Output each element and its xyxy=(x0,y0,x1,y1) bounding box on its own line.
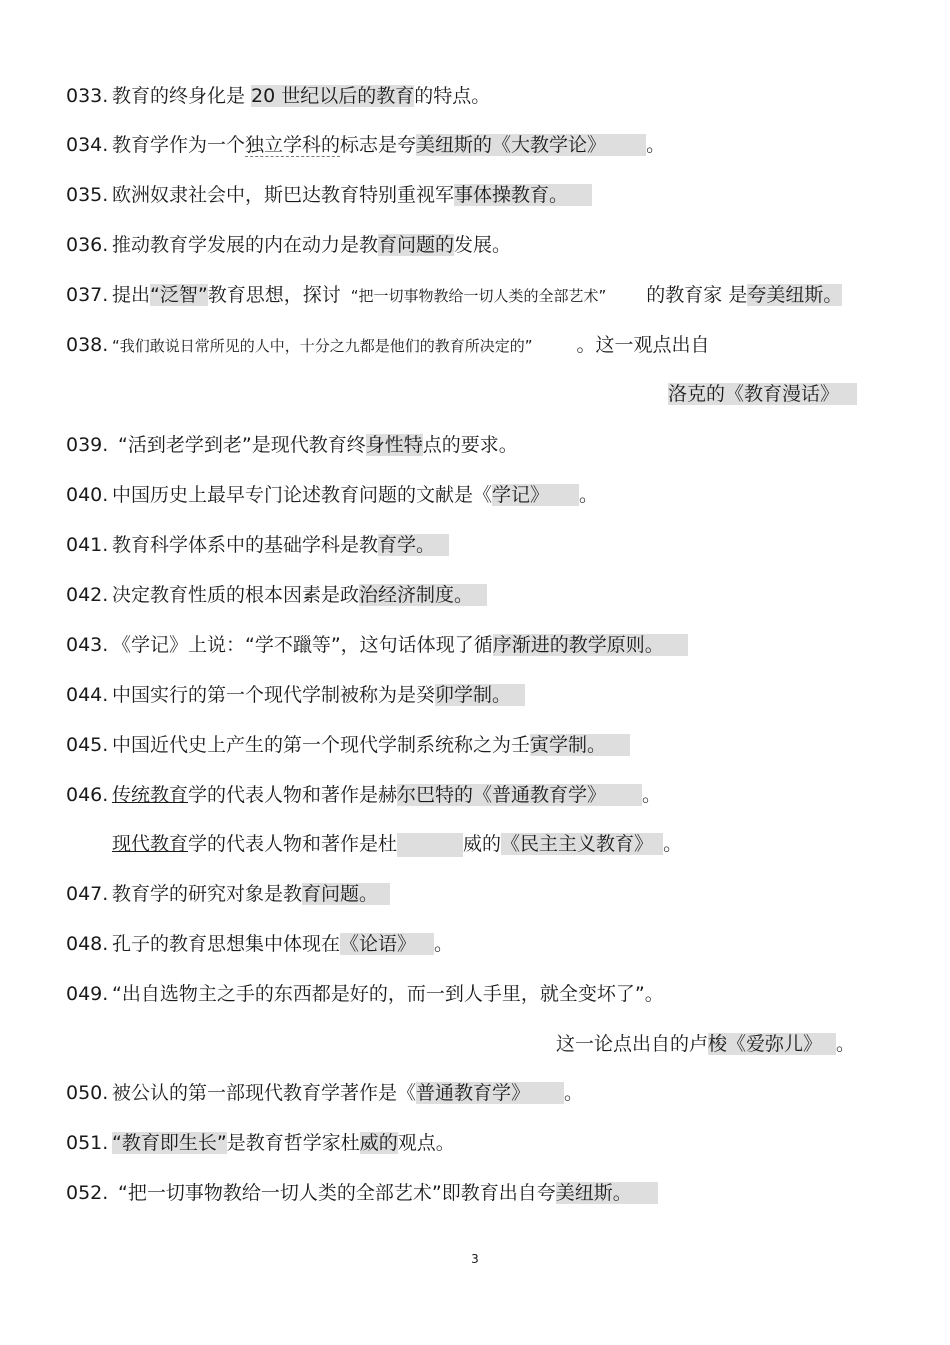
answer: 治经济制度。 xyxy=(359,584,487,606)
item-041: 041. 教育科学体系中的基础学科是教育学。 xyxy=(66,532,449,558)
answer: 身性特 xyxy=(365,434,423,456)
answer: 普通教育学》 xyxy=(416,1082,564,1104)
item-034: 034. 教育学作为一个独立学科的标志是夸美纽斯的《大教学论》 。 xyxy=(66,134,666,156)
page-number: 3 xyxy=(471,1252,479,1266)
item-046-modern: 现代教育学的代表人物和著作是杜 威的《民主主义教育》 。 xyxy=(112,833,683,855)
answer: 育问题的 xyxy=(378,234,455,256)
item-044: 044. 中国实行的第一个现代学制被称为是癸卯学制。 xyxy=(66,682,525,708)
item-039: 039. “活到老学到老”是现代教育终身性特点的要求。 xyxy=(66,434,518,456)
answer-blank xyxy=(397,833,463,857)
answer: “泛智” xyxy=(150,284,208,306)
item-033: 033. 教育的终身化是 20 世纪以后的教育的特点。 xyxy=(66,85,491,107)
item-042: 042. 决定教育性质的根本因素是政治经济制度。 xyxy=(66,582,487,608)
answer: 20 世纪以后的教育 xyxy=(251,85,415,107)
answer: “教育即生长” xyxy=(112,1132,227,1154)
answer: 威的 xyxy=(359,1132,398,1154)
answer: 梭《爱弥儿》 xyxy=(708,1033,836,1055)
answer: 育学。 xyxy=(378,534,449,556)
answer: 夸美纽斯。 xyxy=(747,284,843,306)
answer: 学记》 xyxy=(492,484,579,506)
answer: 寅学制。 xyxy=(530,734,630,756)
answer: 《论语》 xyxy=(340,933,434,955)
answer: 事体操教育。 xyxy=(454,184,592,206)
item-036: 036. 推动教育学发展的内在动力是教育问题的发展。 xyxy=(66,234,512,256)
item-037: 037. 提出“泛智”教育思想，探讨 “把一切事物教给一切人类的全部艺术” 的教育家 是夸美纽斯。 xyxy=(66,284,843,306)
answer: 卯学制。 xyxy=(435,684,525,706)
item-048: 048. 孔子的教育思想集中体现在《论语》 。 xyxy=(66,933,454,955)
answer: 《民主主义教育》 xyxy=(501,833,663,855)
answer: 美纽斯。 xyxy=(556,1182,658,1204)
answer: 序渐进的教学原则。 xyxy=(493,634,688,656)
item-049-source: 这一论点出自的卢梭《爱弥儿》 。 xyxy=(556,1033,856,1055)
item-045: 045. 中国近代史上产生的第一个现代学制系统称之为壬寅学制。 xyxy=(66,732,630,758)
item-046: 046. 传统教育学的代表人物和著作是赫尔巴特的《普通教育学》 。 xyxy=(66,784,662,806)
item-035: 035. 欧洲奴隶社会中，斯巴达教育特别重视军事体操教育。 xyxy=(66,182,592,208)
answer: 美纽斯的《大教学论》 xyxy=(416,134,646,156)
item-047: 047. 教育学的研究对象是教育问题。 xyxy=(66,881,390,907)
answer: 洛克的《教育漫话》 xyxy=(668,383,857,405)
answer: 育问题。 xyxy=(302,883,390,905)
item-051: 051. “教育即生长”是教育哲学家杜威的观点。 xyxy=(66,1132,455,1154)
item-050: 050. 被公认的第一部现代教育学著作是《普通教育学》 。 xyxy=(66,1082,584,1104)
item-038: 038. “我们敢说日常所见的人中，十分之九都是他们的教育所决定的” 。这一观点出自 xyxy=(66,334,710,356)
item-043: 043. 《学记》上说：“学不躐等”，这句话体现了循序渐进的教学原则。 xyxy=(66,632,688,658)
item-038-answer xyxy=(668,381,857,407)
answer: 尔巴特的《普通教育学》 xyxy=(397,784,642,806)
item-049: 049. “出自选物主之手的东西都是好的，而一到人手里，就全变坏了”。 xyxy=(66,983,664,1005)
item-040: 040. 中国历史上最早专门论述教育问题的文献是《学记》 。 xyxy=(66,484,599,506)
item-052: 052. “把一切事物教给一切人类的全部艺术”即教育出自夸美纽斯。 xyxy=(66,1180,658,1206)
